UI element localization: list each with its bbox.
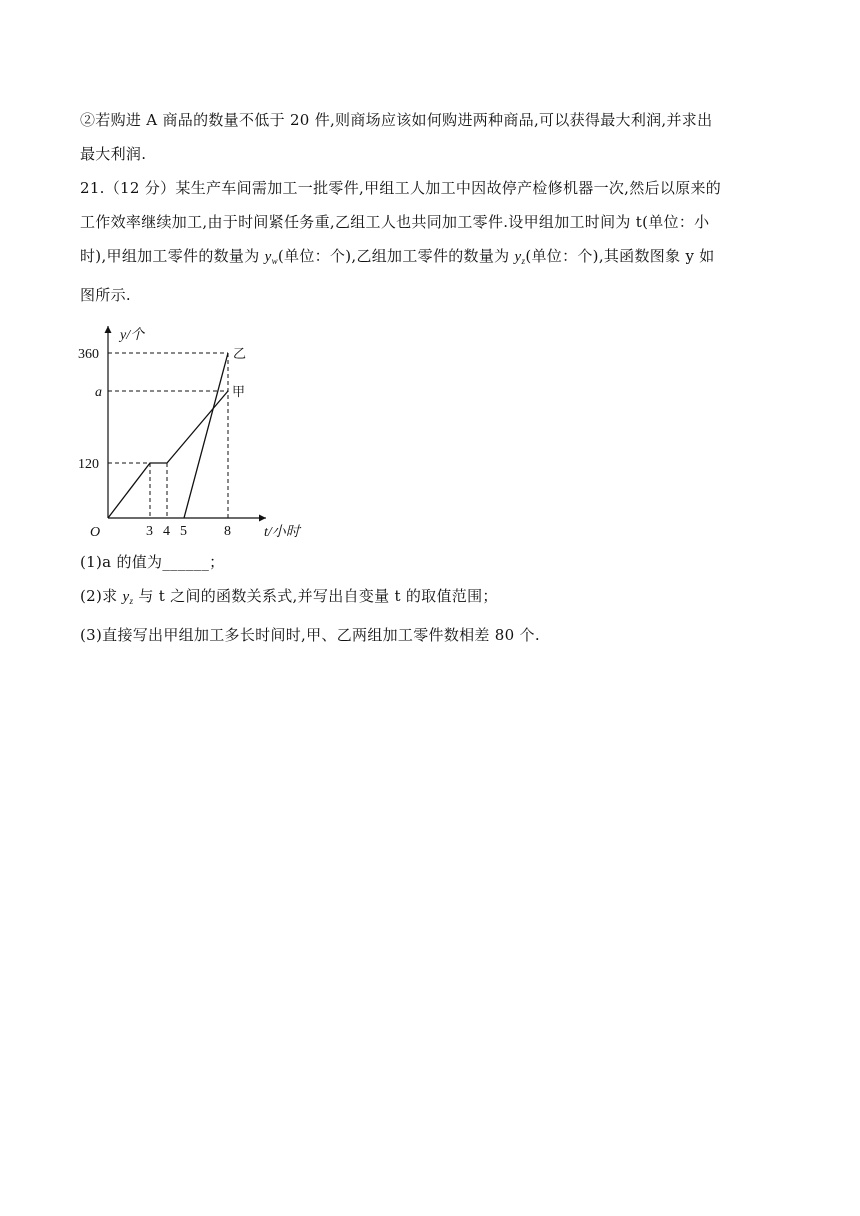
q20-line-2: 最大利润. xyxy=(80,145,147,163)
x-tick-5: 5 xyxy=(180,524,187,539)
dashed-guides xyxy=(108,353,228,518)
question-1: (1)a 的值为______； xyxy=(80,553,225,571)
function-graph xyxy=(76,320,316,540)
y-axis-label: y/个 xyxy=(120,328,145,343)
x-axis-label: t/小时 xyxy=(264,525,300,540)
question-3: (3)直接写出甲组加工多长时间时,甲、乙两组加工零件数相差 80 个. xyxy=(80,626,540,644)
series-jia-label: 甲 xyxy=(232,385,246,400)
x-tick-3: 3 xyxy=(146,524,153,539)
q21-line-1: 21.（12 分）某生产车间需加工一批零件,甲组工人加工中因故停产检修机器一次,然后以原来的 xyxy=(80,179,722,197)
x-tick-4: 4 xyxy=(163,524,170,539)
series-jia-line xyxy=(108,391,228,518)
q21-line-3: 时),甲组加工零件的数量为 $y_w$(单位：个),乙组加工零件的数量为 $y_z$(单位：个),其函数图象 y 如 xyxy=(80,247,715,266)
q21-line-4: 图所示. xyxy=(80,286,131,304)
y-tick-360: 360 xyxy=(78,347,99,362)
q20-line-1: ②若购进 A 商品的数量不低于 20 件,则商场应该如何购进两种商品,可以获得最大利润,并求出 xyxy=(80,111,713,129)
x-tick-8: 8 xyxy=(224,524,231,539)
question-20-part2 xyxy=(80,103,780,171)
origin-label: O xyxy=(90,525,101,540)
question-21 xyxy=(80,171,780,312)
series-yi-label: 乙 xyxy=(233,347,247,362)
sub-questions xyxy=(80,545,780,652)
y-tick-a: a xyxy=(95,385,102,400)
y-tick-120: 120 xyxy=(78,457,99,472)
question-2: (2)求 $y_z$ 与 t 之间的函数关系式,并写出自变量 t 的取值范围； xyxy=(80,587,498,606)
q21-line-2: 工作效率继续加工,由于时间紧任务重,乙组工人也共同加工零件.设甲组加工时间为 t(单位：小 xyxy=(80,213,710,231)
